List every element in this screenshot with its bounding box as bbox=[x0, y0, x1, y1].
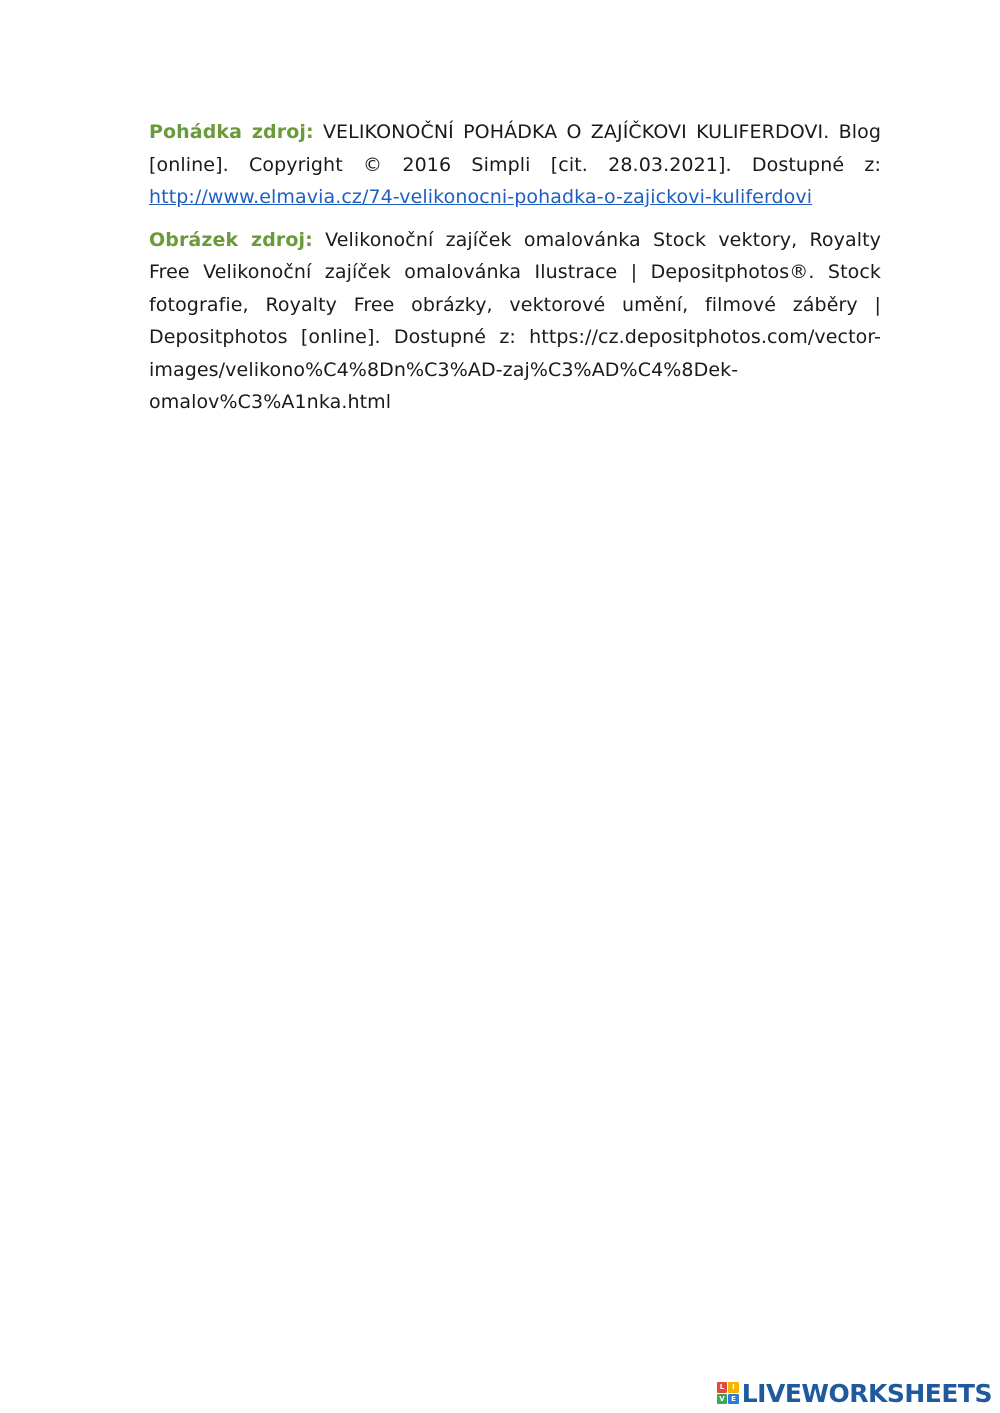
story-source-label: Pohádka zdroj: bbox=[149, 121, 314, 143]
logo-letter-i: I bbox=[728, 1382, 739, 1393]
image-source-paragraph bbox=[149, 224, 881, 419]
image-source-label: Obrázek zdroj: bbox=[149, 228, 313, 251]
liveworksheets-brand[interactable] bbox=[717, 1379, 992, 1407]
story-source-text: VELIKONOČNÍ POHÁDKA O ZAJÍČKOVI KULIFERDOVI. Blog [online]. Copyright © 2016 Simpli [cit. 28.03.2021]. Dostupné z: bbox=[149, 121, 881, 176]
logo-letter-e: E bbox=[728, 1394, 739, 1405]
story-source-paragraph bbox=[149, 116, 881, 214]
logo-letter-l: L bbox=[717, 1382, 728, 1393]
story-source-link[interactable]: http://www.elmavia.cz/74-velikonocni-pohadka-o-zajickovi-kuliferdovi bbox=[149, 186, 813, 208]
sources-section bbox=[149, 116, 881, 429]
image-source-text: Velikonoční zajíček omalovánka Stock vektory, Royalty Free Velikonoční zajíček omalovánka Ilustrace | Depositphotos®. Stock fotografie, Royalty Free obrázky, vektorové umění, filmové záběry | Depositphotos [online]. Dostupné z: https://cz.depositphotos.com/vector-images/velikono%C4%8Dn%C3%AD-zaj%C3%AD%C4%8Dek-omalov%C3%A1nka.html bbox=[149, 228, 882, 413]
liveworksheets-logo-icon bbox=[717, 1382, 739, 1404]
liveworksheets-wordmark: LIVEWORKSHEETS bbox=[741, 1378, 992, 1408]
logo-letter-v: V bbox=[717, 1394, 728, 1405]
